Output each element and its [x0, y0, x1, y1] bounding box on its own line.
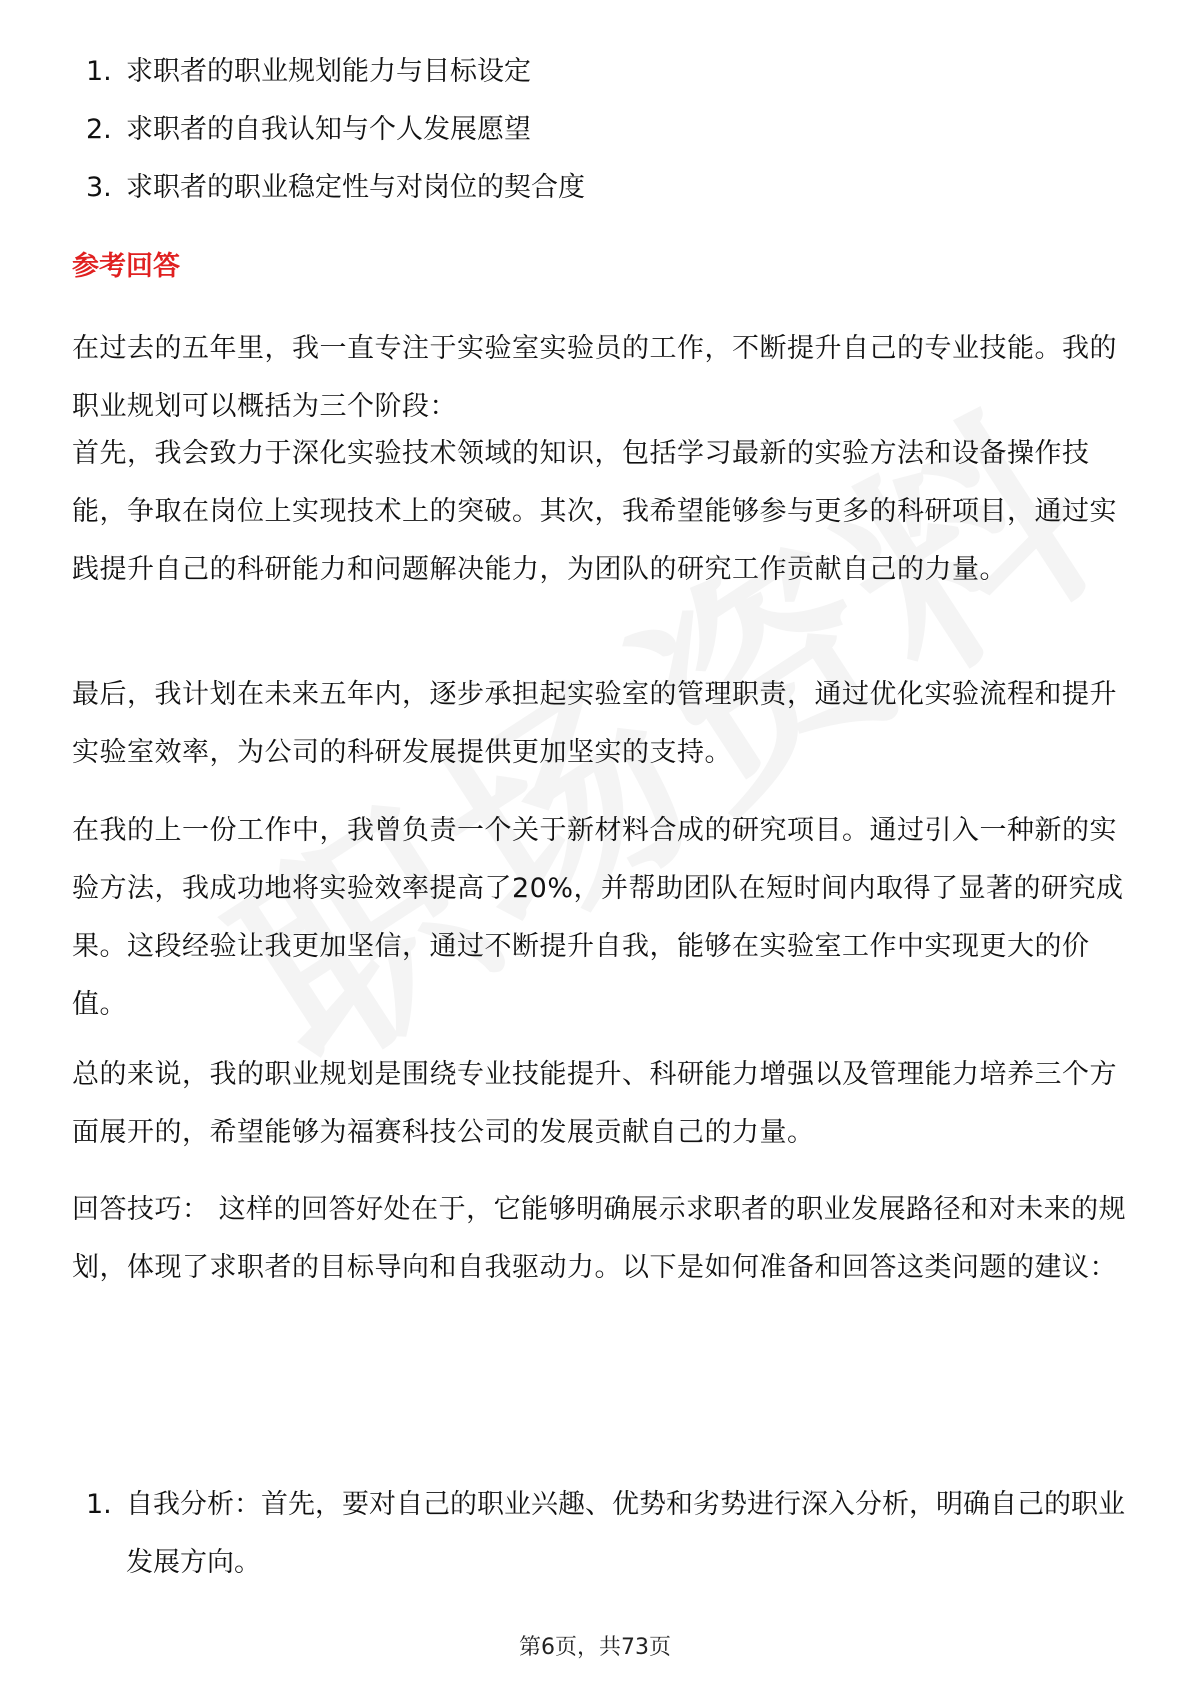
list-number: 2.: [86, 114, 112, 145]
answer-paragraph: 总的来说，我的职业规划是围绕专业技能提升、科研能力增强以及管理能力培养三个方面展开的，希望能够为福赛科技公司的发展贡献自己的力量。: [72, 1059, 1117, 1148]
list-number: 1.: [86, 1489, 112, 1520]
list-item: [72, 159, 585, 217]
answer-paragraph: 最后，我计划在未来五年内，逐步承担起实验室的管理职责，通过优化实验流程和提升实验室效率，为公司的科研发展提供更加坚实的支持。: [72, 679, 1117, 768]
list-number: 3.: [86, 172, 112, 203]
list-item: [72, 101, 585, 159]
list-number: 1.: [86, 56, 112, 87]
list-item: [72, 43, 585, 101]
list-item-text: 自我分析：首先，要对自己的职业兴趣、优势和劣势进行深入分析，明确自己的职业发展方向。: [126, 1489, 1125, 1578]
tips-list: [72, 1476, 1132, 1592]
page-footer: 第6页，共73页: [519, 1635, 671, 1660]
list-item: [72, 1476, 1132, 1592]
list-item-text: 求职者的自我认知与个人发展愿望: [126, 114, 531, 145]
answer-tips-paragraph: 回答技巧： 这样的回答好处在于，它能够明确展示求职者的职业发展路径和对未来的规划，体现了求职者的目标导向和自我驱动力。以下是如何准备和回答这类问题的建议：: [72, 1194, 1127, 1283]
answer-paragraph: 首先，我会致力于深化实验技术领域的知识，包括学习最新的实验方法和设备操作技能，争取在岗位上实现技术上的突破。其次，我希望能够参与更多的科研项目，通过实践提升自己的科研能力和问题解决能力，为团队的研究工作贡献自己的力量。: [72, 438, 1117, 585]
answer-paragraph: 在我的上一份工作中，我曾负责一个关于新材料合成的研究项目。通过引入一种新的实验方法，我成功地将实验效率提高了20%，并帮助团队在短时间内取得了显著的研究成果。这段经验让我更加坚信，通过不断提升自我，能够在实验室工作中实现更大的价值。: [72, 815, 1124, 1020]
list-item-text: 求职者的职业规划能力与目标设定: [126, 56, 531, 87]
answer-paragraph: 在过去的五年里，我一直专注于实验室实验员的工作，不断提升自己的专业技能。我的职业规划可以概括为三个阶段：: [72, 333, 1117, 422]
list-item-text: 求职者的职业稳定性与对岗位的契合度: [126, 172, 585, 203]
section-heading: 参考回答: [72, 251, 180, 282]
evaluation-points-list: [72, 43, 585, 217]
